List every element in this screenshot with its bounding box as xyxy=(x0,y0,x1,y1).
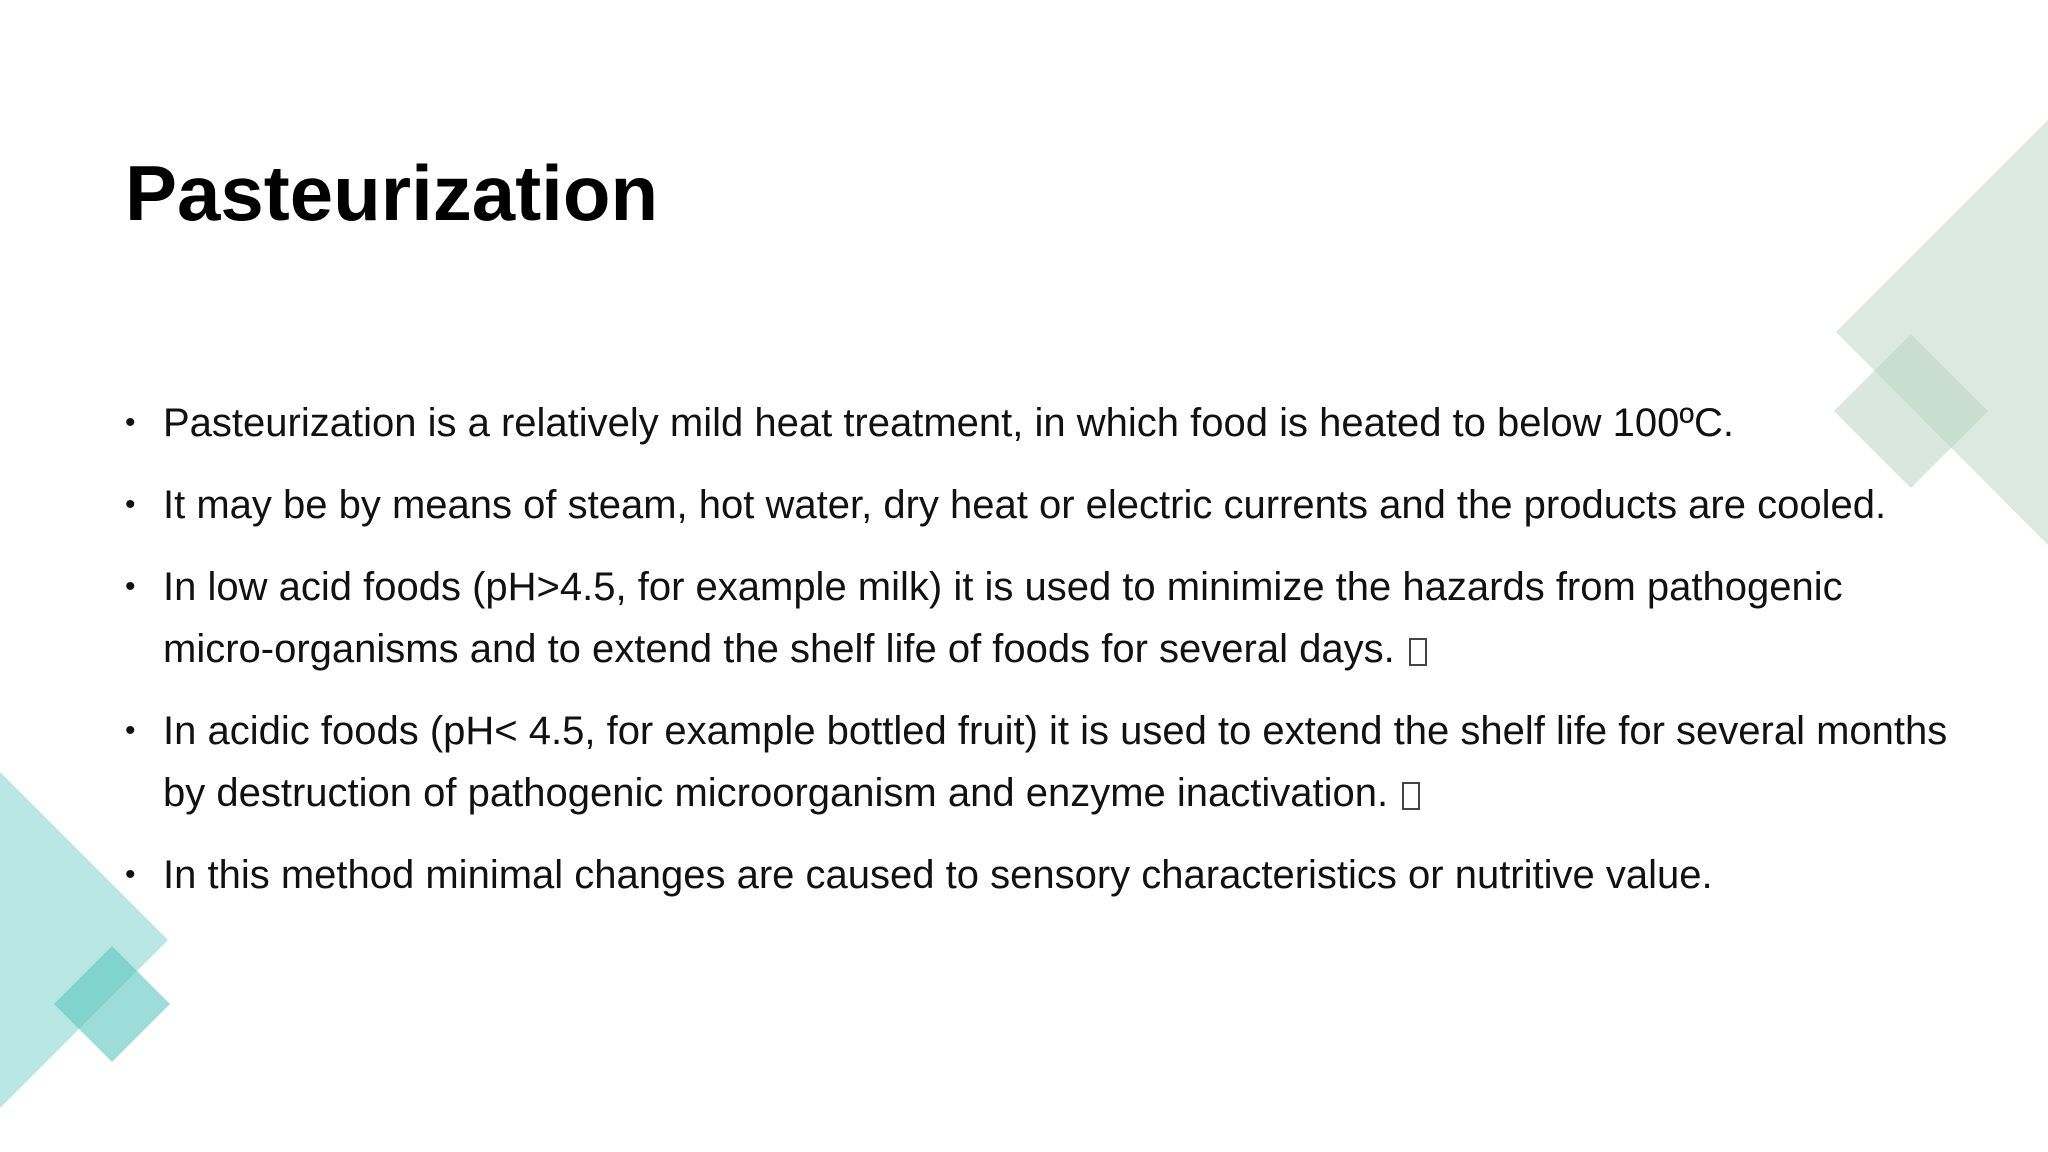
bullet-list xyxy=(125,392,1955,926)
bullet-dot: • xyxy=(125,570,136,603)
slide-title: Pasteurization xyxy=(125,149,659,237)
bullet-text: In low acid foods (pH>4.5, for example milk) it is used to minimize the hazards from pathogenic micro-organisms and to extend the shelf life of foods for several days. xyxy=(163,565,1843,671)
bullet-item xyxy=(125,556,1955,680)
bullet-item xyxy=(125,474,1955,536)
bullet-text: In this method minimal changes are caused to sensory characteristics or nutritive value. xyxy=(163,853,1713,897)
bullet-text: In acidic foods (pH< 4.5, for example bottled fruit) it is used to extend the shelf life for several months by destruction of pathogenic microorganism and enzyme inactivation. xyxy=(163,709,1948,815)
bullet-item xyxy=(125,700,1955,824)
bullet-dot: • xyxy=(125,858,136,891)
bullet-text: It may be by means of steam, hot water, dry heat or electric currents and the products are cooled. xyxy=(163,483,1887,527)
missing-glyph-icon xyxy=(1409,638,1427,666)
bullet-item xyxy=(125,844,1955,906)
bullet-item xyxy=(125,392,1955,454)
bullet-dot: • xyxy=(125,714,136,747)
bullet-dot: • xyxy=(125,406,136,439)
bullet-text: Pasteurization is a relatively mild heat treatment, in which food is heated to below 100ºC. xyxy=(163,401,1734,445)
bullet-dot: • xyxy=(125,488,136,521)
missing-glyph-icon xyxy=(1402,782,1420,810)
